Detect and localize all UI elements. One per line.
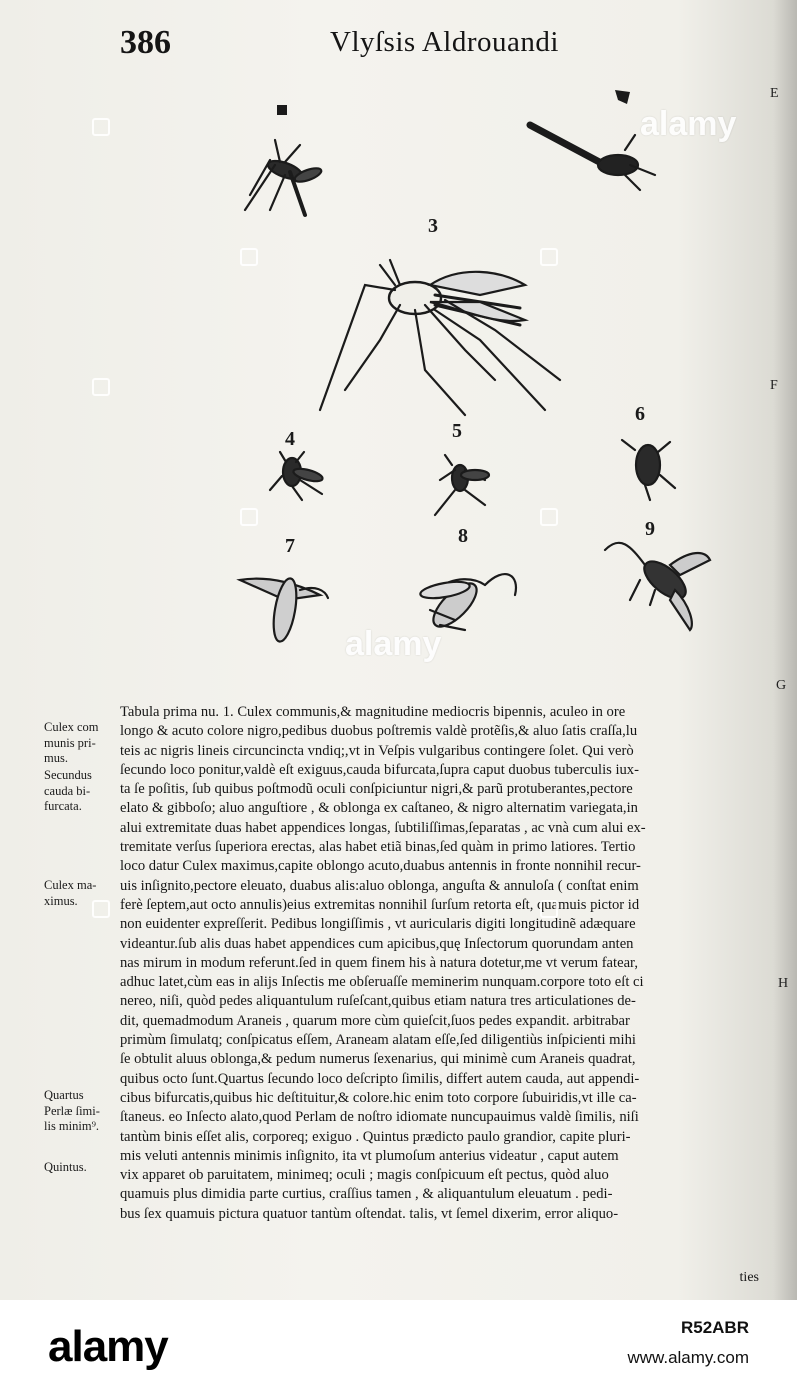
sidenote-line: ximus. (44, 893, 78, 908)
text-line: videantur.ſub alis duas habet appendices cum apicibus,quę Inſectorum quorundam anten (120, 935, 634, 952)
body-text (120, 703, 775, 1224)
text-line: quibus octo ſunt.Quartus ſecundo loco deſcripto ſimilis, differt autem cauda, aut appendi- (120, 1070, 640, 1087)
text-line: teis ac nigris lineis circuncincta vndiq;,vt in Veſpis vulgaribus contingere ſolet. Qui verò (120, 742, 634, 759)
sidenote-line: Culex com (44, 720, 99, 734)
figure-2-marker (615, 90, 630, 104)
sidenote-secundus (44, 768, 92, 815)
watermark-mark (240, 248, 258, 266)
margin-letter-g: G (776, 678, 787, 693)
sidenote-line: munis pri- (44, 735, 96, 750)
catchword: ties (739, 1270, 759, 1285)
watermark-mark (92, 378, 110, 396)
sidenote-line: lis minim⁹. (44, 1119, 100, 1133)
insect-figure-7 (240, 577, 328, 644)
text-line: longo & acuto colore nigro,pedibus duobus poſtremis valdè protẽſis,& aluo ſatis craſſa,lu (120, 723, 638, 740)
text-line: tremitate verſus ſuperiora erectas, alas habet etiã binas,ſed quàm in primo latiores. Tertio (120, 839, 636, 856)
alamy-logo: alamy (48, 1322, 168, 1371)
figure-label-5: 5 (452, 420, 462, 442)
watermark: alamy (640, 105, 737, 143)
sidenote-culex-maximus (44, 878, 96, 909)
running-title: Vlyſsis Aldrouandi (330, 26, 559, 58)
text-line: alui extremitate duas habet appendices longas, ſubtiliſſimas,ſeparatas , ac vnà cum alui ex- (120, 819, 646, 836)
text-line: cibus bifurcatis,quibus hic deſtituitur,& colore.hic enim toto corpore ſubuiridis,vt ille ca- (120, 1089, 637, 1106)
insect-figure-2 (530, 125, 655, 190)
text-line: ferè ſeptem,aut octo annulis)eius extremitas nonnihil ſurſum retorta eſt, quamuis pictor id (120, 896, 640, 913)
figure-label-4: 4 (285, 428, 295, 450)
bleed-through-text (190, 92, 206, 139)
text-line: mis veluti antennis minimis inſignito, ita vt plumoſum anterius videatur , caput autem (120, 1147, 619, 1164)
stock-footer-bar (0, 1300, 797, 1390)
text-line: uis inſignito,pectore eleuato, duabus alis:aluo oblonga, anguſta & annuloſa ( conſtat enim (120, 877, 639, 894)
insect-figure-9 (605, 543, 710, 630)
figure-1-marker (277, 105, 287, 115)
watermark-mark (540, 508, 558, 526)
sidenote-culex-communis (44, 720, 99, 767)
watermark: alamy (345, 625, 442, 663)
watermark-mark (92, 118, 110, 136)
text-line: primùm ſimulatq; conſpicatus eſſem, Araneam alatam eſſe,ſed diligentiùs inſpicienti mihi (120, 1032, 636, 1049)
margin-letter-h: H (778, 976, 789, 991)
insect-figure-1 (245, 140, 323, 215)
margin-letter-f: F (770, 378, 778, 393)
page-number: 386 (120, 24, 171, 61)
watermark-mark (92, 900, 110, 918)
text-line: Tabula prima nu. 1. Culex communis,& magnitudine mediocris bipennis, aculeo in ore (120, 704, 626, 720)
insect-figure-3 (320, 260, 560, 415)
insect-figure-4 (270, 452, 324, 500)
figure-label-3: 3 (428, 215, 438, 237)
text-line: adhuc latet,cùm eas in alijs Inſectis me obſeruaſſe meminerim nunquam.corpore toto eſt ci (120, 974, 644, 991)
text-line: tantùm binis eſſet alis, corporeq; exiguo . Quintus prædicto paulo grandior, capite pluri- (120, 1128, 631, 1145)
sidenote-line: mus. (44, 751, 68, 765)
sidenote-quintus (44, 1160, 87, 1176)
watermark-mark (540, 900, 558, 918)
sidenote-line: Secundus (44, 768, 92, 782)
text-line: ſe obtulit aluus oblonga,& pedum numerus ſexenarius, qui minimè cum Araneis quadrat, (120, 1051, 636, 1068)
sidenote-quartus (44, 1088, 100, 1135)
insect-figure-6 (622, 440, 675, 500)
text-line: ſecundo loco ponitur,valdè eſt exiguus,cauda bifurcata,ſupra caput duobus tuberculis iux- (120, 761, 639, 778)
watermark-mark (240, 508, 258, 526)
site-url: www.alamy.com (627, 1348, 749, 1367)
figure-label-7: 7 (285, 535, 295, 557)
sidenote-line: furcata. (44, 799, 82, 813)
text-line: elato & gibboſo; aluo anguſtiore , & oblonga ex caſtaneo, & nigro alternatim variegata,in (120, 800, 638, 817)
sidenote-line: Quintus. (44, 1160, 87, 1174)
sidenote-line: cauda bi- (44, 783, 91, 798)
sidenote-line: Quartus (44, 1088, 84, 1102)
insect-figure-5 (435, 455, 489, 515)
text-line: nereo, niſi, quòd pedes aliquantulum ruſeſcant,quibus etiam natura tres articulationes de- (120, 993, 636, 1010)
sidenote-line: Perlæ ſimi- (44, 1103, 100, 1118)
sidenote-line: Culex ma- (44, 878, 97, 892)
text-line: loco datur Culex maximus,capite oblongo acuto,duabus antennis in fronte nonnihil recur- (120, 858, 641, 875)
text-line: nas mirum in modum referunt.ſed in quem finem his à natura dotetur,me vt verum fatear, (120, 954, 638, 971)
figure-label-8: 8 (458, 525, 468, 547)
margin-letter-e: E (770, 86, 779, 101)
watermark-mark (540, 248, 558, 266)
text-line: dit, quemadmodum Araneis , quarum more cùm quieſcit,ſuos pedes expandit. arbitrabar (120, 1012, 630, 1029)
text-line: bus ſex quamuis pictura quatuor tantùm oſtendat. talis, vt ſemel dixerim, error aliquo- (120, 1205, 619, 1222)
text-line: quamuis plus dimidia parte curtius, craſſius tamen , & aliquantulum eleuatum . pedi- (120, 1186, 613, 1203)
image-id: R52ABR (680, 1318, 749, 1337)
figure-label-9: 9 (645, 518, 655, 540)
figure-label-6: 6 (635, 403, 645, 425)
text-line: ta ſe poſitis, ſub quibus poſtmodũ oculi conſpiciuntur nigri,& parũ protuberantes,pectore (120, 781, 633, 798)
text-line: non euidenter expreſſerit. Pedibus longiſſimis , vt auricularis digiti longitudinẽ adæquare (120, 916, 636, 933)
text-line: vix apparet ob paruitatem, minimeq; oculi ; magis conſpicuum eſt pectus, quòd aluo (120, 1167, 609, 1184)
text-line: ſtaneus. eo Inſecto alato,quod Perlam de noſtro idiomate nuncupauimus valdè ſimilis, niſi (120, 1109, 639, 1126)
insect-woodcut-plate (230, 80, 770, 680)
